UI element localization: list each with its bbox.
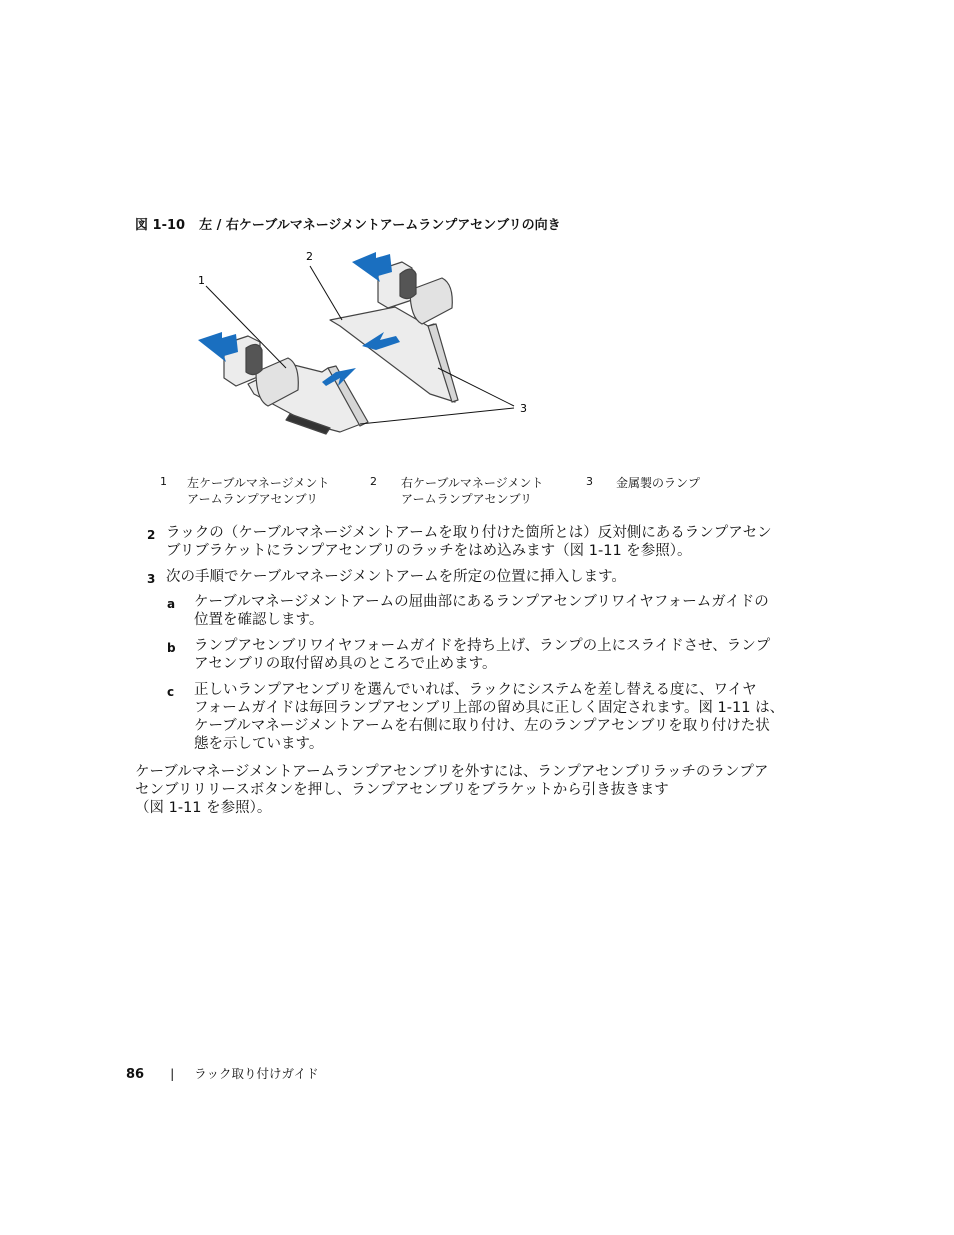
legend-number: 2	[370, 475, 377, 488]
figure-caption	[135, 214, 561, 233]
substep-text: ランプアセンブリワイヤフォームガイドを持ち上げ、ランプの上にスライドさせ、ランプ アセンブリの取付留め具のところで止めます。	[194, 638, 771, 672]
callout-1: 1	[198, 274, 205, 287]
callout-3: 3	[520, 402, 527, 415]
page-number: 86	[126, 1067, 145, 1082]
leader-line-3b	[360, 408, 514, 424]
footer-title: ラック取り付けガイド	[194, 1066, 319, 1081]
substep-marker: b	[167, 641, 176, 655]
ramp-assembly-illustration	[190, 244, 550, 464]
legend-number: 3	[586, 475, 593, 488]
step-text: 次の手順でケーブルマネージメントアームを所定の位置に挿入します。	[166, 569, 626, 585]
left-latch-clip	[246, 344, 262, 374]
legend-item: 右ケーブルマネージメント アームランプアセンブリ	[401, 476, 544, 506]
callout-2: 2	[306, 250, 313, 263]
step-marker: 3	[147, 572, 156, 586]
leader-line-2	[310, 266, 342, 320]
legend-item: 左ケーブルマネージメント アームランプアセンブリ	[187, 476, 330, 506]
legend-item: 金属製のランプ	[616, 476, 701, 490]
substep-text: ケーブルマネージメントアームの屈曲部にあるランプアセンブリワイヤフォームガイドの 位置を確認します。	[194, 594, 769, 628]
right-latch-clip	[400, 269, 416, 299]
substep-marker: a	[167, 597, 176, 611]
footer-separator: |	[170, 1066, 175, 1081]
substep-marker: c	[167, 685, 175, 699]
substep-text: 正しいランプアセンブリを選んでいれば、ラックにシステムを差し替える度に、ワイヤ フォームガイドは毎回ランプアセンブリ上部の留め具に正しく固定されます。図 1-11 は、 ケーブルマネージメントアームを右側に取り付け、左のランプアセンブリを取り付けた状 態を示しています。	[194, 682, 785, 752]
legend-number: 1	[160, 475, 167, 488]
step-text: ラックの（ケーブルマネージメントアームを取り付けた箇所とは）反対側にあるランプアセン ブリブラケットにランプアセンブリのラッチをはめ込みます（図 1-11 を参照）。	[166, 525, 772, 559]
body-paragraph: ケーブルマネージメントアームランプアセンブリを外すには、ランプアセンブリラッチのランプア センブリリリースボタンを押し、ランプアセンブリをブラケットから引き抜きます （図 1-11 を参照）。	[135, 764, 769, 816]
figure-number: 図 1-10	[135, 218, 186, 233]
step-marker: 2	[147, 528, 156, 542]
page-footer	[126, 1064, 319, 1082]
figure-title: 左 / 右ケーブルマネージメントアームランプアセンブリの向き	[199, 218, 561, 233]
